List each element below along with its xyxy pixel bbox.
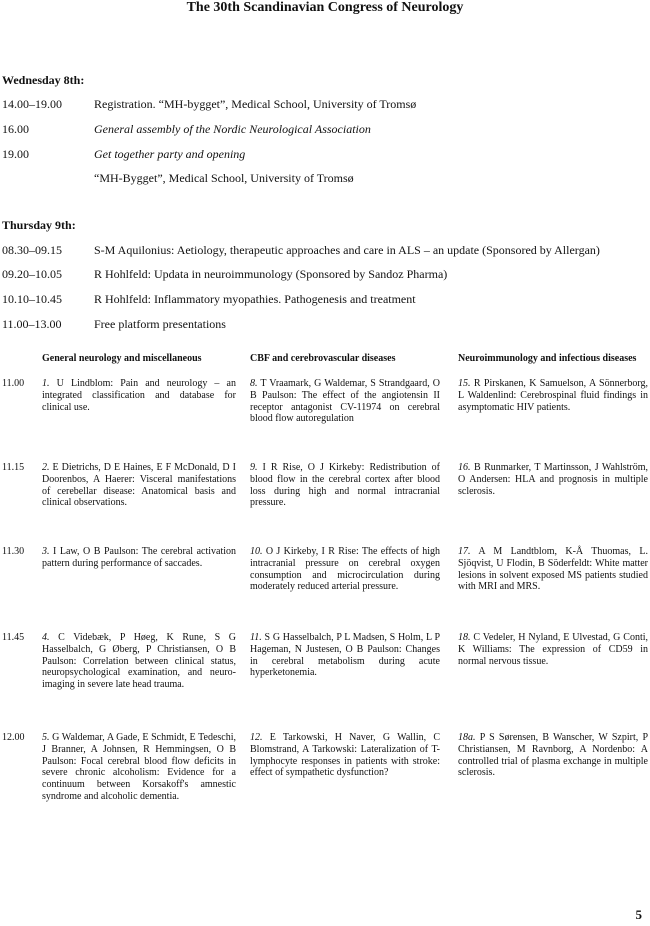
schedule-item: Get together party and opening: [94, 147, 246, 161]
presentation-number: 16.: [458, 462, 471, 473]
presentation-text: P S Sørensen, B Wanscher, W Szpirt, P Christiansen, M Ravnborg, A Nordenbo: A controlled trial of plasma exchange in multiple sclerosis.: [458, 732, 649, 779]
presentation-number: 18a.: [458, 732, 476, 743]
slot-time: 11.00: [2, 378, 25, 389]
schedule-item: “MH-Bygget”, Medical School, University of Tromsø: [94, 171, 354, 185]
presentation: [250, 378, 440, 425]
presentation-number: 12.: [250, 732, 263, 743]
presentation-text: R Pirskanen, K Samuelson, A Sönnerborg, L Waldenlind: Cerebrospinal fluid findings in asymptomatic HIV patients.: [458, 378, 648, 413]
presentation-number: 17.: [458, 546, 471, 557]
column-heading-cbf: CBF and cerebrovascular diseases: [250, 353, 396, 364]
presentation-text: E Dietrichs, D E Haines, E F McDonald, D I Doorenbos, A Haerer: Visceral manifestations of cerebellar disease: Anatomical basis and clinical observations.: [42, 462, 236, 509]
presentation: [42, 462, 236, 509]
presentation-text: E Tarkowski, H Naver, G Wallin, C Blomstrand, A Tarkowski: Lateralization of T-lymphocyte responses in patients with stroke: effect of sympathetic dysfunction?: [250, 732, 440, 779]
presentation-text: B Runmarker, T Martinsson, J Wahlström, O Andersen: HLA and prognosis in multiple sclerosis.: [458, 462, 648, 497]
presentation: [250, 546, 440, 593]
page-number: 5: [635, 907, 642, 922]
slot-time: 11.30: [2, 546, 25, 557]
presentation: [42, 378, 236, 413]
presentation: [42, 732, 236, 803]
presentation-text: C Videbæk, P Høeg, K Rune, S G Hasselbalch, G Øberg, P Christiansen, O B Paulson: Correlation between clinical status, neuropsychological examination, and neuro-imaging in severe late head trauma.: [42, 632, 237, 691]
presentation-number: 9.: [250, 462, 258, 473]
presentation-text: C Vedeler, H Nyland, E Ulvestad, G Conti, K Williams: The expression of CD59 in normal nervous tissue.: [458, 632, 649, 667]
slot-time: 11.15: [2, 462, 25, 473]
presentation-text: O J Kirkeby, I R Rise: The effects of high intracranial pressure on cerebral oxygen consumption and microcirculation during moderately reduced arterial pressure.: [250, 546, 440, 593]
presentation-number: 1.: [42, 378, 50, 389]
presentation: [250, 632, 440, 679]
schedule-time: 09.20–10.05: [2, 267, 62, 281]
presentation-number: 10.: [250, 546, 263, 557]
presentation-number: 8.: [250, 378, 258, 389]
presentation: [250, 732, 440, 779]
presentation: [458, 632, 648, 667]
presentation: [250, 462, 440, 509]
presentation-number: 2.: [42, 462, 50, 473]
presentation-text: G Waldemar, A Gade, E Schmidt, E Tedeschi, J Branner, A Johnsen, R Hemmingsen, O B Paulson: Focal cerebral blood flow deficits in severe chronic alcoholism: Evidence for a continuum between Korsakoff's amnestic syndrome and alcoholic dementia.: [42, 732, 237, 802]
schedule-item: Registration. “MH-bygget”, Medical School, University of Tromsø: [94, 97, 417, 111]
slot-time: 12.00: [2, 732, 25, 743]
schedule-time: 11.00–13.00: [2, 317, 62, 331]
column-heading-neuroimmunology: Neuroimmunology and infectious diseases: [458, 353, 637, 364]
presentation-text: S G Hasselbalch, P L Madsen, S Holm, L P Hageman, N Justesen, O B Paulson: Changes in cerebral metabolism during acute hyperketonemia.: [250, 632, 441, 679]
presentation: [42, 632, 236, 691]
column-heading-general: General neurology and miscellaneous: [42, 353, 202, 364]
presentation-text: A M Landtblom, K-Å Thuomas, L. Sjöqvist, U Flodin, B Söderfeldt: White matter lesions in solvent exposed MS patients studied with MRI and MRS.: [458, 546, 648, 593]
schedule-time: 19.00: [2, 147, 29, 161]
schedule-time: 16.00: [2, 122, 29, 136]
schedule-item: R Hohlfeld: Inflammatory myopathies. Pathogenesis and treatment: [94, 292, 416, 306]
presentation: [458, 462, 648, 497]
presentation-text: I Law, O B Paulson: The cerebral activation pattern during performance of saccades.: [42, 546, 236, 569]
presentation-number: 18.: [458, 632, 471, 643]
presentation-text: I R Rise, O J Kirkeby: Redistribution of blood flow in the cerebral cortex after blood loss during high and normal intracranial pressure.: [250, 462, 440, 509]
page-title: The 30th Scandinavian Congress of Neurology: [186, 0, 464, 15]
wednesday-heading: Wednesday 8th:: [2, 73, 85, 87]
slot-time: 11.45: [2, 632, 25, 643]
presentation: [42, 546, 236, 570]
schedule-time: 14.00–19.00: [2, 97, 62, 111]
presentation-number: 4.: [42, 632, 50, 643]
schedule-item: S-M Aquilonius: Aetiology, therapeutic approaches and care in ALS – an update (Sponsored by Allergan): [94, 243, 600, 257]
presentation-number: 15.: [458, 378, 471, 389]
schedule-time: 10.10–10.45: [2, 292, 62, 306]
schedule-item: Free platform presentations: [94, 317, 226, 331]
presentation-text: U Lindblom: Pain and neurology – an integrated classification and database for clinical use.: [42, 378, 236, 413]
thursday-heading: Thursday 9th:: [2, 218, 76, 232]
presentation-number: 3.: [42, 546, 50, 557]
presentation-text: T Vraamark, G Waldemar, S Strandgaard, O B Paulson: The effect of the angiotensin II receptor antagonist CV-11974 on cerebral blood flow autoregulation: [250, 378, 440, 425]
schedule-item: R Hohlfeld: Updata in neuroimmunology (Sponsored by Sandoz Pharma): [94, 267, 448, 281]
presentation: [458, 546, 648, 593]
schedule-time: 08.30–09.15: [2, 243, 62, 257]
presentation-number: 11.: [250, 632, 262, 643]
schedule-item: General assembly of the Nordic Neurological Association: [94, 122, 371, 136]
presentation-number: 5.: [42, 732, 50, 743]
presentation: [458, 732, 648, 779]
presentation: [458, 378, 648, 413]
